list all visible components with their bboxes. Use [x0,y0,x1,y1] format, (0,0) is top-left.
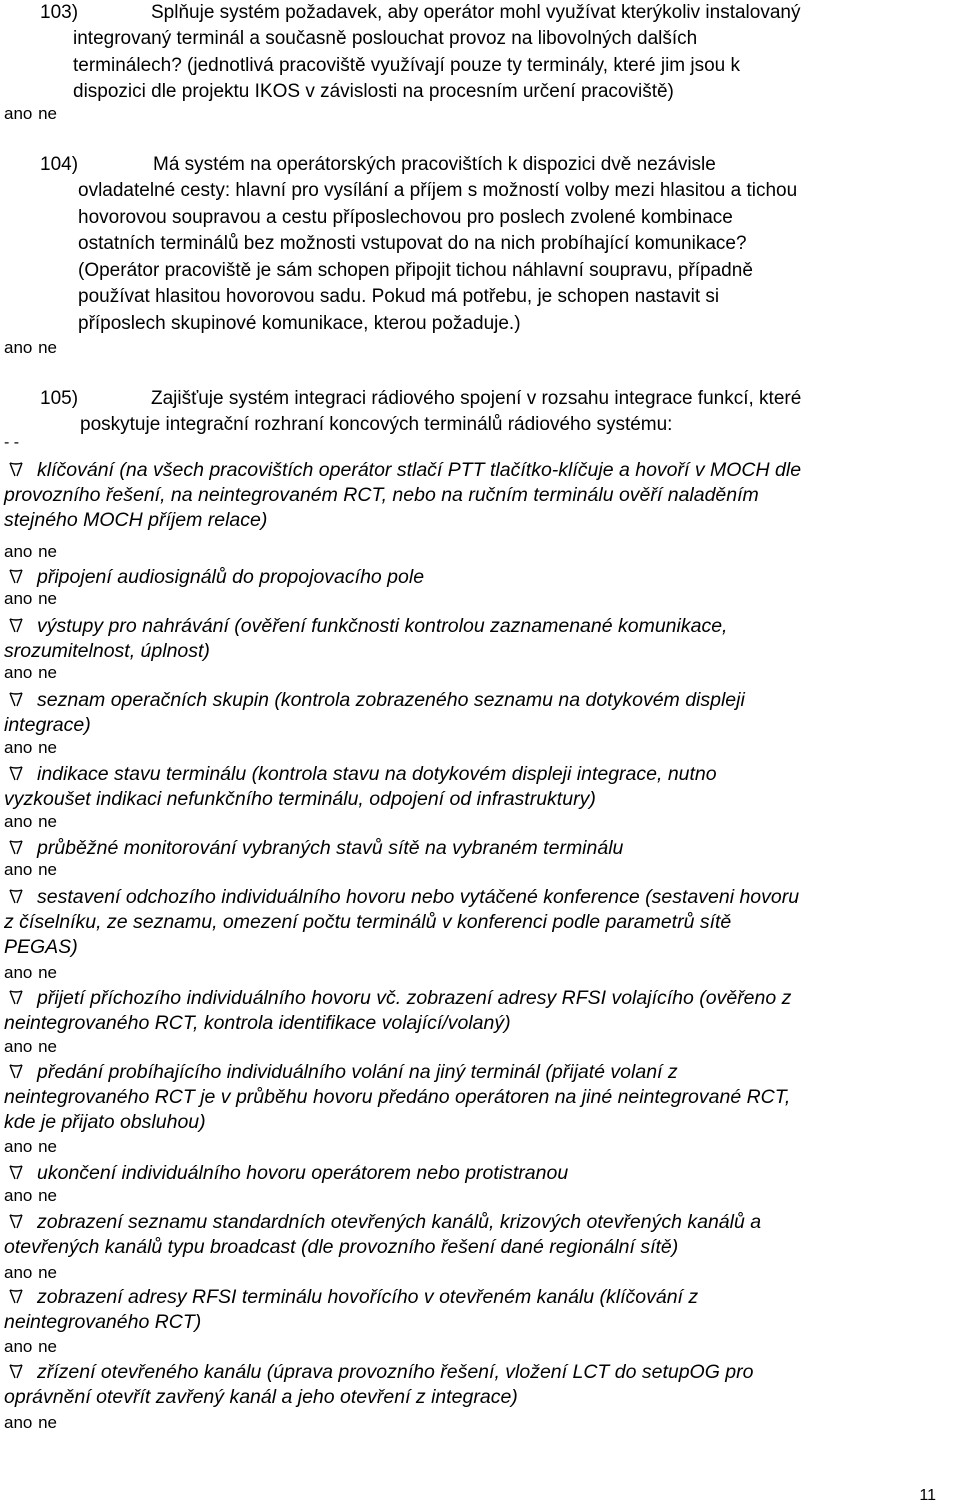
checklist-item [4,614,727,664]
checklist-item-text: integrace) [4,714,91,736]
checklist-item-text: seznam operačních skupin (kontrola zobrazeného seznamu na dotykovém displeji [37,689,745,711]
checklist-item-line [4,885,799,910]
checklist-item-line [4,713,745,738]
checklist-item-text: provozního řešení, na neintegrovaném RCT, nebo na ručním terminálu ověří naladěním [4,484,759,506]
checklist-item-text: neintegrovaného RCT, kontrola identifikace volající/volaný) [4,1012,511,1034]
checklist-item-line [4,762,717,787]
question-103-line: integrovaný terminál a současně poslouchat provoz na libovolných dalších [73,28,698,49]
question-103-text-cont [73,26,740,106]
checklist-item [4,836,623,861]
question-105-number: 105) [40,388,79,409]
question-105-line: Zajišťuje systém integraci rádiového spojení v rozsahu integrace funkcí, které [151,388,802,409]
question-104-line: příposlech skupinové komunikace, kterou požaduje.) [78,312,521,334]
checklist-item-line [4,565,424,590]
checklist-item-text: ukončení individuálního hovoru operátorem nebo protistranou [37,1162,569,1184]
separator-dashes: - - [4,434,20,451]
bullet-icon [9,569,23,585]
question-103-line: dispozici dle projektu IKOS v závislosti na procesním určení pracoviště) [73,81,674,102]
bullet-icon [9,1364,23,1380]
checklist-item-line [4,910,799,935]
checklist-item-line [4,508,801,533]
checklist-item-text: přijetí příchozího individuálního hovoru vč. zobrazení adresy RFSI volajícího (ověřeno z [37,987,792,1009]
checklist-item-text: průběžné monitorování vybraných stavů sítě na vybraném terminálu [37,837,624,859]
checklist-item-line [4,639,727,664]
question-104-line: (Operátor pracoviště je sám schopen připojit tichou náhlavní soupravu, případně [78,259,753,281]
checklist-item-text: stejného MOCH příjem relace) [4,509,268,531]
checklist-item [4,688,745,738]
checklist-item-line [4,1060,790,1085]
answer-options-103[interactable]: ano ne [4,104,57,123]
checklist-item-line [4,1310,698,1335]
answer-options[interactable]: ano ne [4,1413,57,1432]
checklist-item-text: neintegrovaného RCT je v průběhu hovoru předáno operátoren na jiné neintegrované RCT, [4,1086,791,1108]
checklist-item [4,565,424,590]
question-105-text [151,386,801,413]
checklist-item [4,762,717,812]
checklist-item-text: srozumitelnost, úplnost) [4,640,210,662]
question-103-line: terminálech? (jednotlivá pracoviště využívají pouze ty terminály, které jim jsou k [73,54,741,76]
checklist-item-text: zřízení otevřeného kanálu (úprava provozního řešení, vložení LCT do setupOG pro [37,1361,754,1383]
checklist-item [4,1161,568,1186]
checklist-item-line [4,1011,791,1036]
checklist-item-line [4,1285,698,1310]
checklist-item [4,986,791,1036]
question-103-line: Splňuje systém požadavek, aby operátor mohl využívat kterýkoliv instalovaný [151,2,801,23]
bullet-icon [9,840,23,856]
checklist-item-line [4,1085,790,1110]
checklist-item-line [4,787,717,812]
bullet-icon [9,990,23,1006]
checklist-item-line [4,614,727,639]
question-104-line: používat hlasitou hovorovou sadu. Pokud má potřebu, je schopen nastavit si [78,286,720,307]
answer-options-104[interactable]: ano ne [4,338,57,357]
answer-options[interactable]: ano ne [4,1263,57,1282]
question-103-text [151,0,800,27]
checklist-item-line [4,986,791,1011]
question-105-line: poskytuje integrační rozhraní koncových terminálů rádiového systému: [80,414,673,435]
checklist-item [4,1285,698,1335]
checklist-item-text: neintegrovaného RCT) [4,1311,202,1333]
question-104-line: Má systém na operátorských pracovištích k dispozici dvě nezávisle [153,154,716,175]
checklist-item-line [4,458,801,483]
checklist-item-text: oprávnění otevřít zavřený kanál a jeho otevření z integrace) [4,1386,518,1408]
checklist-item-text: předání probíhajícího individuálního volání na jiný terminál (přijaté volaní z [37,1061,678,1083]
question-104-line: ostatních terminálů bez možnosti vstupovat do na nich probíhající komunikace? [78,233,747,254]
checklist-item-line [4,1110,790,1135]
checklist-item-line [4,1210,761,1235]
question-103-number: 103) [40,2,79,23]
bullet-icon [9,692,23,708]
answer-options[interactable]: ano ne [4,589,57,608]
question-104-text-cont [78,178,797,337]
checklist-item [4,885,799,960]
bullet-icon [9,1289,23,1305]
bullet-icon [9,1165,23,1181]
answer-options[interactable]: ano ne [4,963,57,982]
answer-options[interactable]: ano ne [4,812,57,831]
bullet-icon [9,1214,23,1230]
checklist-item-text: výstupy pro nahrávání (ověření funkčnosti kontrolou zaznamenané komunikace, [37,615,728,637]
question-104-line: ovladatelné cesty: hlavní pro vysílání a příjem s možností volby mezi hlasitou a tichou [78,180,798,201]
checklist-item-line [4,1235,761,1260]
answer-options[interactable]: ano ne [4,1337,57,1356]
checklist-item-text: sestavení odchozího individuálního hovoru nebo vytáčené konference (sestaveni hovoru [37,886,800,908]
answer-options[interactable]: ano ne [4,1037,57,1056]
checklist-item-text: kde je přijato obsluhou) [4,1111,206,1133]
checklist-item-text: otevřených kanálů typu broadcast (dle provozního řešení dané regionální sítě) [4,1236,679,1258]
answer-options[interactable]: ano ne [4,542,57,561]
checklist-item-text: připojení audiosignálů do propojovacího pole [37,566,425,588]
checklist-item-line [4,836,623,861]
checklist-item-text: zobrazení seznamu standardních otevřených kanálů, krizových otevřených kanálů a [37,1211,762,1233]
answer-options[interactable]: ano ne [4,1137,57,1156]
checklist-item-text: z číselníku, ze seznamu, omezení počtu terminálů v konferenci podle parametrů sítě [4,911,732,933]
answer-options[interactable]: ano ne [4,738,57,757]
checklist-item [4,458,801,533]
checklist-item-line [4,483,801,508]
bullet-icon [9,618,23,634]
checklist-item-text: indikace stavu terminálu (kontrola stavu na dotykovém displeji integrace, nutno [37,763,717,785]
answer-options[interactable]: ano ne [4,860,57,879]
checklist-item-line [4,1385,753,1410]
bullet-icon [9,1064,23,1080]
bullet-icon [9,766,23,782]
checklist-item-text: zobrazení adresy RFSI terminálu hovořícího v otevřeném kanálu (klíčování z [37,1286,699,1308]
answer-options[interactable]: ano ne [4,1186,57,1205]
answer-options[interactable]: ano ne [4,663,57,682]
checklist-item [4,1210,761,1260]
question-104-number: 104) [40,154,79,175]
checklist-item [4,1060,790,1135]
checklist-item-text: PEGAS) [4,936,78,958]
checklist-item-line [4,688,745,713]
checklist-item-text: vyzkoušet indikaci nefunkčního terminálu, odpojení od infrastruktury) [4,788,596,810]
checklist-item-line [4,1161,568,1186]
bullet-icon [9,462,23,478]
question-104-text [153,152,716,179]
bullet-icon [9,889,23,905]
page-number: 11 [919,1487,936,1504]
question-105-text-cont [80,412,672,439]
checklist-item-line [4,1360,753,1385]
checklist-item-text: klíčování (na všech pracovištích operátor stlačí PTT tlačítko-klíčuje a hovoří v MOCH dle [37,459,802,481]
checklist-item-line [4,935,799,960]
checklist-item [4,1360,753,1410]
question-104-line: hovorovou soupravou a cestu příposlechovou pro poslech zvolené kombinace [78,206,733,228]
